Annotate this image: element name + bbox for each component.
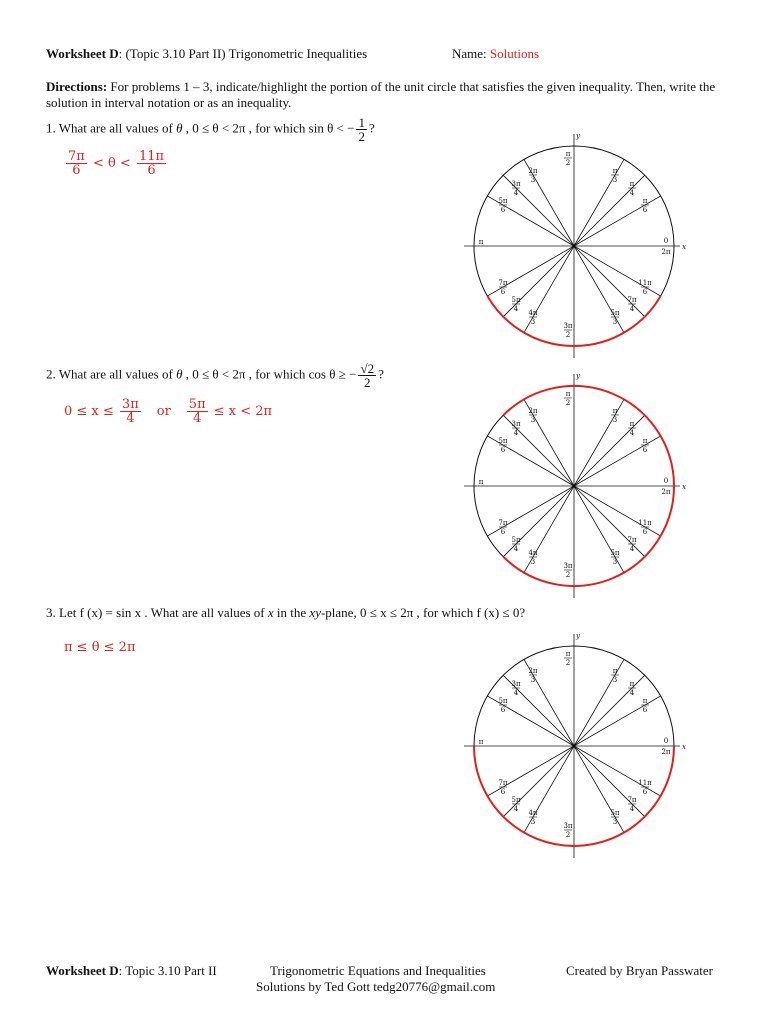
axis-x-label: x (682, 243, 686, 251)
angle-label-num: 3π (511, 420, 521, 429)
problem-1-question (46, 116, 375, 143)
angle-label-num: 5π (511, 295, 521, 304)
angle-label-num: 3π (563, 562, 573, 570)
angle-label: π (478, 238, 484, 246)
angle-label-den: 3 (612, 558, 618, 567)
a1-frac-right (137, 150, 166, 177)
q1-domain: , 0 ≤ θ < 2π , for which sin θ < − (182, 120, 355, 136)
angle-label-den: 3 (612, 415, 618, 424)
axis-y-label: y (576, 372, 580, 380)
angle-label-num: 7π (498, 519, 508, 527)
unit-circle-2 (464, 372, 686, 602)
q1-prefix: 1. What are all values of (46, 120, 177, 136)
a2-left: 0 ≤ x ≤ (64, 404, 118, 419)
angle-label-num: 5π (610, 809, 620, 818)
unit-circle-3 (464, 632, 686, 862)
axis-y-label: y (576, 132, 580, 140)
angle-label-den: 4 (513, 189, 519, 198)
angle-label-den: 6 (642, 206, 648, 214)
angle-label-den: 3 (612, 818, 618, 827)
angle-label-den: 3 (612, 175, 618, 184)
angle-label-den: 4 (629, 804, 635, 813)
page-footer (46, 963, 726, 994)
angle-label-num: 3π (511, 680, 521, 689)
q2-frac-num: √2 (360, 361, 375, 376)
name-field (452, 46, 539, 62)
angle-label-num: π (642, 437, 648, 445)
angle-label-num: π (642, 697, 648, 705)
angle-label-num: 2π (528, 166, 538, 175)
angle-label-den: 6 (642, 528, 648, 536)
worksheet-header (46, 46, 726, 64)
radius-line (574, 196, 661, 246)
q2-domain: , 0 ≤ θ < 2π , for which cos θ ≥ − (182, 366, 357, 382)
angle-label-den: 6 (500, 288, 506, 296)
angle-label-num: π (629, 680, 635, 689)
angle-label-two-pi: 2π (661, 748, 671, 756)
unit-circle-1 (464, 132, 686, 362)
name-value: Solutions (489, 46, 540, 61)
name-label: Name: (452, 46, 490, 61)
radius-line (574, 246, 661, 296)
angle-label-den: 4 (513, 689, 519, 698)
angle-label-den: 4 (513, 304, 519, 313)
angle-label-den: 6 (500, 706, 506, 714)
angle-label-num: π (642, 197, 648, 205)
angle-label-num: 5π (498, 697, 508, 705)
angle-label-num: 11π (638, 779, 652, 787)
angle-label-num: π (565, 390, 571, 398)
angle-label-den: 3 (530, 318, 536, 327)
angle-label-num: 11π (638, 279, 652, 287)
angle-label-den: 6 (500, 206, 506, 214)
angle-label-den: 4 (513, 429, 519, 438)
angle-label-den: 6 (500, 446, 506, 454)
a1-middle: < θ < (88, 156, 135, 171)
angle-label-den: 3 (530, 675, 536, 684)
angle-label-num: π (612, 406, 618, 415)
worksheet-label: Worksheet D (46, 46, 119, 61)
angle-label-two-pi: 2π (661, 488, 671, 496)
angle-label-den: 6 (642, 706, 648, 714)
q2-frac-den: 2 (364, 375, 371, 390)
angle-label-den: 6 (500, 788, 506, 796)
footer-title: Trigonometric Equations and Inequalities (270, 963, 486, 978)
q1-fraction (356, 116, 367, 143)
angle-label-num: 7π (627, 535, 637, 544)
a2-a-den: 4 (126, 411, 135, 426)
angle-label-den: 4 (629, 544, 635, 553)
radius-line (574, 696, 661, 746)
problem-1-answer (64, 150, 168, 177)
angle-label-den: 2 (565, 331, 571, 339)
worksheet-topic: : (Topic 3.10 Part II) Trigonometric Inequalities (118, 46, 368, 61)
a2-or: or (156, 404, 171, 419)
angle-label-num: 2π (528, 666, 538, 675)
directions-text: For problems 1 – 3, indicate/highlight the portion of the unit circle that satisfies the given inequality. Then, write the solution in interval notation or as an inequality. (46, 79, 716, 110)
angle-label-den: 3 (530, 558, 536, 567)
a1-left-den: 6 (72, 163, 81, 178)
q1-frac-num: 1 (358, 115, 365, 130)
q3-text-3: -plane, 0 ≤ x ≤ 2π , for which f (x) ≤ 0? (320, 605, 526, 620)
angle-label-num: π (629, 180, 635, 189)
angle-label-num: 7π (627, 795, 637, 804)
axis-x-label: x (682, 743, 686, 751)
angle-label-num: 5π (610, 549, 620, 558)
angle-label-den: 6 (642, 788, 648, 796)
problem-2-question (46, 362, 384, 389)
angle-label-num: 11π (638, 519, 652, 527)
angle-label-num: 4π (528, 309, 538, 318)
q1-frac-den: 2 (358, 129, 365, 144)
angle-label-den: 4 (629, 189, 635, 198)
angle-label-den: 2 (565, 399, 571, 407)
angle-label-num: 5π (511, 535, 521, 544)
a2-b-num: 5π (188, 397, 206, 412)
angle-label-den: 2 (565, 571, 571, 579)
angle-label-num: 7π (627, 295, 637, 304)
angle-label-num: 4π (528, 549, 538, 558)
radius-line (574, 486, 661, 536)
a1-left-num: 7π (68, 149, 85, 164)
angle-label-den: 4 (629, 689, 635, 698)
q1-var: θ (176, 120, 183, 136)
directions-label: Directions: (46, 79, 108, 94)
angle-label-den: 6 (500, 528, 506, 536)
a1-right-num: 11π (138, 149, 165, 164)
q2-fraction (358, 362, 376, 389)
angle-label-num: 5π (610, 309, 620, 318)
angle-label-num: 3π (563, 822, 573, 830)
directions (46, 79, 726, 111)
footer-solutions: Solutions by Ted Gott tedg20776@gmail.com (256, 979, 496, 994)
q3-plane: xy (309, 605, 321, 620)
angle-label-num: π (612, 166, 618, 175)
angle-label: π (478, 478, 484, 486)
angle-label-two-pi: 2π (661, 248, 671, 256)
angle-label-den: 3 (612, 318, 618, 327)
angle-label-den: 3 (530, 415, 536, 424)
radius-line (574, 436, 661, 486)
angle-label-zero: 0 (663, 477, 669, 485)
angle-label-num: π (565, 150, 571, 158)
a1-right-den: 6 (147, 163, 156, 178)
problem-3-question (46, 604, 525, 622)
a2-frac-b (187, 398, 208, 425)
angle-label-den: 2 (565, 159, 571, 167)
angle-label-den: 6 (642, 446, 648, 454)
angle-label-num: 7π (498, 779, 508, 787)
angle-label-num: π (612, 666, 618, 675)
q1-suffix: ? (368, 120, 375, 136)
angle-label: π (478, 738, 484, 746)
axis-y-label: y (576, 632, 580, 640)
angle-label-num: 7π (498, 279, 508, 287)
angle-label-num: π (629, 420, 635, 429)
a2-frac-a (120, 398, 141, 425)
footer-creator: Created by Bryan Passwater (566, 963, 713, 978)
angle-label-num: π (565, 650, 571, 658)
footer-topic: : Topic 3.10 Part II (118, 963, 217, 978)
angle-label-num: 5π (511, 795, 521, 804)
q3-var: x (267, 605, 274, 620)
angle-label-num: 3π (563, 322, 573, 330)
angle-label-den: 4 (513, 544, 519, 553)
q3-text-2: in the (273, 605, 310, 620)
angle-label-zero: 0 (663, 737, 669, 745)
angle-label-den: 4 (629, 304, 635, 313)
angle-label-num: 4π (528, 809, 538, 818)
angle-label-den: 3 (530, 818, 536, 827)
angle-label-den: 2 (565, 831, 571, 839)
a2-right: ≤ x < 2π (209, 404, 273, 419)
q2-prefix: 2. What are all values of (46, 366, 177, 382)
problem-2-answer (64, 398, 272, 425)
angle-label-den: 4 (513, 804, 519, 813)
angle-label-zero: 0 (663, 237, 669, 245)
problem-3-answer: π ≤ θ ≤ 2π (64, 640, 136, 655)
q2-suffix: ? (378, 366, 384, 382)
a2-b-den: 4 (193, 411, 202, 426)
a1-frac-left (66, 150, 87, 177)
angle-label-num: 2π (528, 406, 538, 415)
q3-text-1: 3. Let f (x) = sin x . What are all values of (46, 605, 268, 620)
radius-line (574, 746, 661, 796)
angle-label-num: 3π (511, 180, 521, 189)
a2-a-num: 3π (121, 397, 139, 412)
angle-label-num: 5π (498, 197, 508, 205)
angle-label-den: 2 (565, 659, 571, 667)
angle-label-den: 6 (642, 288, 648, 296)
axis-x-label: x (682, 483, 686, 491)
angle-label-den: 3 (612, 675, 618, 684)
q2-var: θ (176, 366, 183, 382)
angle-label-den: 4 (629, 429, 635, 438)
angle-label-num: 5π (498, 437, 508, 445)
footer-worksheet: Worksheet D (46, 963, 119, 978)
angle-label-den: 3 (530, 175, 536, 184)
